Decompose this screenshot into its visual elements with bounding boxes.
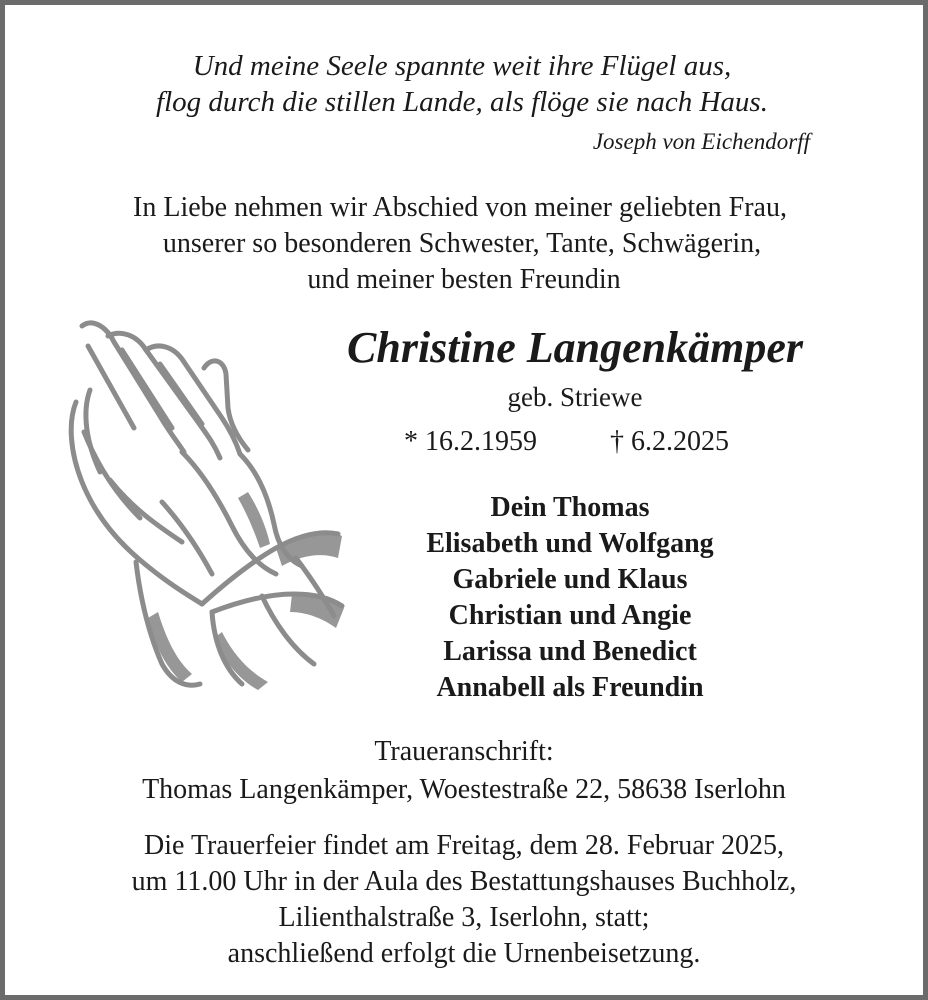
mourner-1: Dein Thomas (490, 492, 650, 523)
intro-line-1: In Liebe nehmen wir Abschied von meiner geliebten Frau, (133, 192, 787, 223)
praying-hands-icon (62, 312, 352, 692)
poem-line-1: Und meine Seele spannte weit ihre Flügel aus, (192, 50, 732, 82)
ceremony-line-1: Die Trauerfeier findet am Freitag, dem 28. Februar 2025, (144, 830, 784, 861)
mourner-3: Gabriele und Klaus (452, 564, 688, 595)
ceremony-line-2: um 11.00 Uhr in der Aula des Bestattungshauses Buchholz, (131, 866, 797, 897)
ceremony-line-4: anschließend erfolgt die Urnenbeisetzung. (227, 938, 701, 969)
birth-date: * 16.2.1959 (404, 426, 537, 457)
poem-author: Joseph von Eichendorff (592, 129, 810, 154)
address-label: Traueranschrift: (374, 736, 554, 767)
intro-line-3: und meiner besten Freundin (307, 264, 621, 295)
ceremony-line-3: Lilienthalstraße 3, Iserlohn, statt; (278, 902, 650, 933)
address-value: Thomas Langenkämper, Woestestraße 22, 58638 Iserlohn (142, 774, 786, 805)
intro-line-2: unserer so besonderen Schwester, Tante, Schwägerin, (162, 228, 762, 259)
death-date: † 6.2.2025 (610, 426, 729, 457)
mourner-6: Annabell als Freundin (436, 672, 704, 703)
deceased-name: Christine Langenkämper (347, 323, 803, 372)
mourner-2: Elisabeth und Wolfgang (426, 528, 714, 559)
mourner-5: Larissa und Benedict (443, 636, 697, 667)
mourner-4: Christian und Angie (448, 600, 692, 631)
poem-line-2: flog durch die stillen Lande, als flöge sie nach Haus. (156, 86, 768, 118)
maiden-name: geb. Striewe (507, 382, 643, 412)
